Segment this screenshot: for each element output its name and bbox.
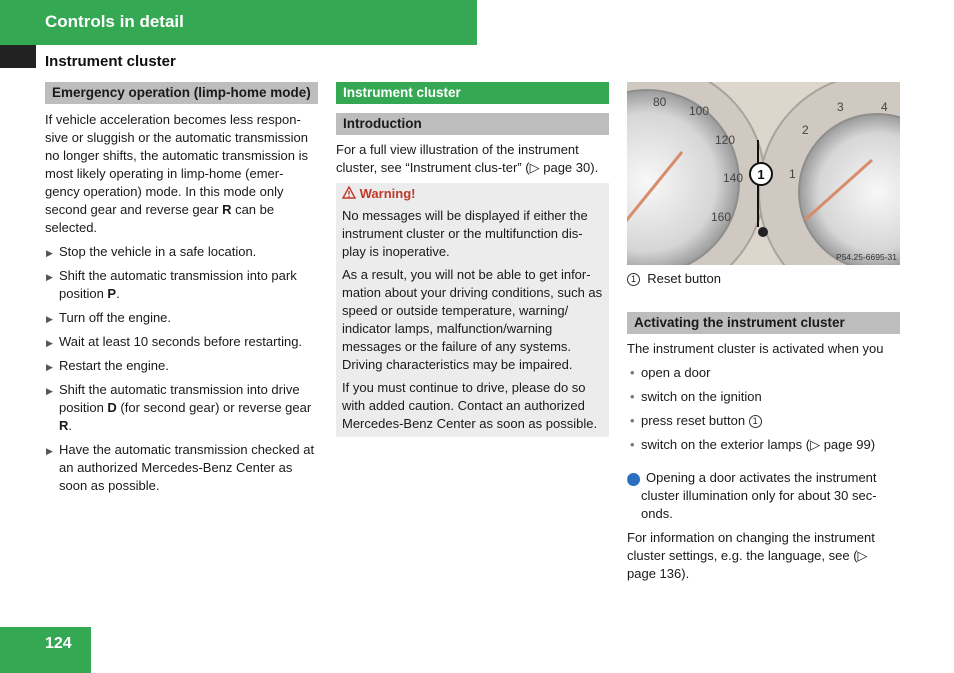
page-reference-link[interactable]: ▷ page 136 <box>627 548 868 581</box>
figure-caption: 1 Reset button <box>627 270 900 288</box>
step-item: ▶ Stop the vehicle in a safe location. <box>45 243 318 261</box>
gauge-number: 120 <box>715 133 736 147</box>
info-icon: i <box>627 473 640 486</box>
list-item: • switch on the ignition <box>630 389 762 404</box>
section-title: Instrument cluster <box>45 53 176 70</box>
warning-box <box>336 183 609 437</box>
instrument-cluster-figure <box>627 82 900 265</box>
chapter-tab-marker <box>0 45 36 68</box>
step-triangle-icon: ▶ <box>46 362 53 372</box>
page-number: 124 <box>45 635 72 652</box>
warning-paragraph: No messages will be displayed if either the instrument cluster or the multifunction dis-play is inoperative. <box>342 208 588 259</box>
list-item: • open a door <box>630 365 711 380</box>
activating-intro: The instrument cluster is activated when you <box>627 341 884 356</box>
list-item: • press reset button 1 <box>627 412 900 430</box>
left-column <box>45 82 318 495</box>
step-triangle-icon: ▶ <box>46 338 53 348</box>
chapter-title: Controls in detail <box>45 12 184 31</box>
step-item: ▶ Have the automatic transmission checked at an authorized Mercedes-Benz Center as soon as possible. <box>46 442 315 493</box>
page-number-box <box>0 627 91 673</box>
warning-triangle-icon <box>342 186 360 201</box>
gauge-number: 1 <box>789 167 796 181</box>
step-triangle-icon: ▶ <box>46 386 53 396</box>
gauge-number: 80 <box>653 95 667 109</box>
info-note: i Opening a door activates the instrument cluster illumination only for about 30 sec-onds. <box>625 470 877 521</box>
limp-home-intro: If vehicle acceleration becomes less respon-sive or sluggish or the automatic transmission no longer shifts, the automatic transmission is most likely operating in limp-home (emer-gency operation) mode. In this mode only second gear and reverse gear R can be selected. <box>45 112 309 235</box>
step-item: ▶ Wait at least 10 seconds before restarting. <box>45 333 318 351</box>
gauge-number: 4 <box>881 100 888 114</box>
introduction-heading: Introduction <box>336 113 609 135</box>
list-item: • switch on the exterior lamps (▷ page 99) <box>630 437 876 452</box>
gauge-number: 3 <box>837 100 844 114</box>
introduction-text: For a full view illustration of the instrument cluster, see “Instrument clus-ter” (▷ page 30). <box>336 142 599 175</box>
page-reference-link[interactable]: ▷ page 30 <box>529 160 591 175</box>
warning-paragraph: As a result, you will not be able to get infor-mation about your driving conditions, such as speed or outside temperature, warning/ indicator lamps, malfunction/warning messages or the failure of any systems. Driving characteristics may be impaired. <box>342 267 603 372</box>
gauge-number: 160 <box>711 210 732 224</box>
step-triangle-icon: ▶ <box>46 314 53 324</box>
instrument-cluster-bar: Instrument cluster <box>336 82 609 104</box>
callout-number: 1 <box>757 167 765 182</box>
step-triangle-icon: ▶ <box>46 248 53 258</box>
gauge-number: 140 <box>723 171 744 185</box>
step-item: ▶ Turn off the engine. <box>45 309 318 327</box>
activating-heading: Activating the instrument cluster <box>627 312 900 334</box>
limp-home-heading: Emergency operation (limp-home mode) <box>45 82 318 104</box>
middle-column <box>336 82 609 437</box>
step-item: ▶ Shift the automatic transmission into park position P. <box>46 268 297 301</box>
page-reference-link[interactable]: ▷ page 99 <box>810 437 871 452</box>
gauge-number: 100 <box>689 104 710 118</box>
gauge-number: 2 <box>802 123 809 137</box>
step-triangle-icon: ▶ <box>46 272 53 282</box>
info-text: For information on changing the instrument cluster settings, e.g. the language, see (▷ page 136). <box>627 530 875 581</box>
reset-button-knob <box>758 227 768 237</box>
figure-code: P54.25-6695-31 <box>836 252 897 262</box>
step-item: ▶ Shift the automatic transmission into drive position D (for second gear) or reverse gear R. <box>46 382 312 433</box>
chapter-header <box>0 0 477 45</box>
warning-heading: Warning! <box>342 185 603 203</box>
right-column <box>627 82 900 583</box>
step-triangle-icon: ▶ <box>46 446 53 456</box>
warning-paragraph: If you must continue to drive, please do so with added caution. Contact an authorized Mercedes-Benz Center as soon as possible. <box>342 380 598 431</box>
step-item: ▶ Restart the engine. <box>45 357 318 375</box>
